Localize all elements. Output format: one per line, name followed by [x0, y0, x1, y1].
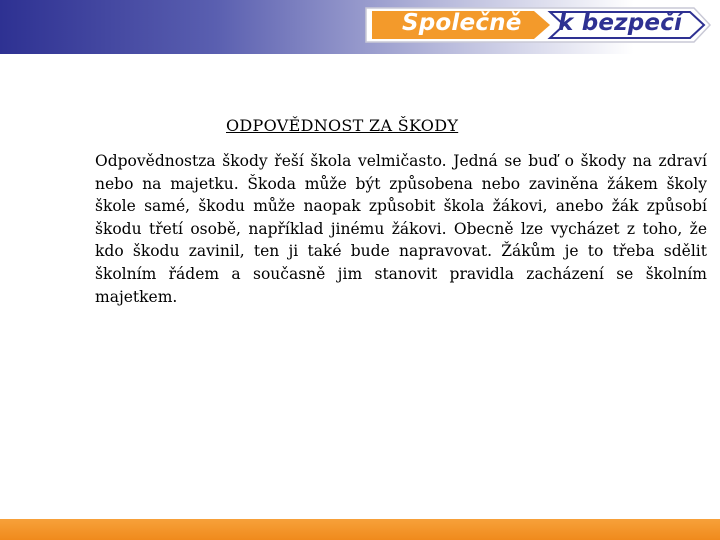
document-title: ODPOVĚDNOST ZA ŠKODY	[226, 116, 459, 135]
logo-text-spolecne: Společně	[402, 10, 522, 36]
document-paragraph: Odpovědnostza škody řeší škola velmičasto. Jedná se buď o škody na zdraví nebo na majetku. Škoda může být způsobena nebo zaviněna žákem školy škole samé, škodu může naopak způsobit škola žákovi, anebo žák způsobí škodu třetí osobě, například jinému žákovi. Obecně lze vycházet z toho, že kdo škodu zavinil, ten ji také bude napravovat. Žákům je to třeba sdělit školním řádem a současně jim stanovit pravidla zacházení se školním majetkem.	[95, 152, 707, 306]
footer-band	[0, 519, 720, 540]
brand-logo	[364, 5, 714, 45]
logo-text-k-bezpeci: k bezpečí	[558, 10, 683, 36]
